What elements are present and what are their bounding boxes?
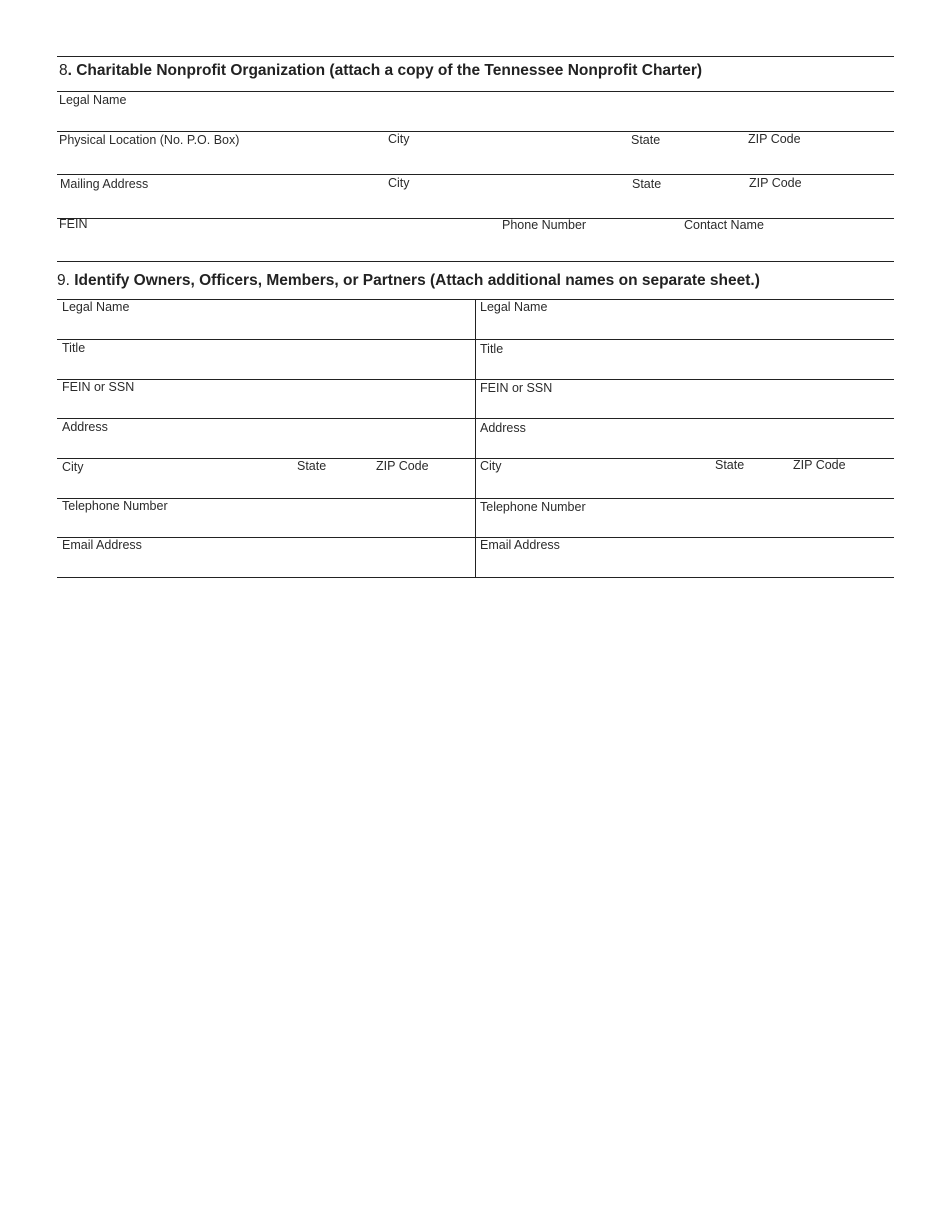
section8-bottom-rule [57,261,894,262]
section9-title [57,272,760,290]
right-legal-name-label: Legal Name [480,300,548,314]
section8-number: 8 [59,62,68,79]
right-city-field[interactable] [477,459,714,498]
section8-title-text: . Charitable Nonprofit Organization (attach a copy of the Tennessee Nonprofit Charter) [67,62,703,79]
column-divider [475,299,476,577]
section9-number: 9. [57,272,70,289]
right-fein-ssn-label: FEIN or SSN [480,381,553,395]
org-contact-label: Contact Name [684,218,764,232]
left-state-label: State [297,459,327,473]
right-telephone-label: Telephone Number [480,500,586,514]
left-title-label: Title [62,341,86,355]
org-mailing-city-label: City [388,176,410,190]
org-mailing-address-label: Mailing Address [60,177,149,191]
section9-bottom-rule [57,577,894,578]
org-physical-zip-label: ZIP Code [748,132,801,146]
section8-title [59,62,702,80]
org-physical-state-label: State [631,133,661,147]
left-city-label: City [62,460,84,474]
left-email-label: Email Address [62,538,142,552]
right-address-field[interactable] [477,419,894,458]
org-fein-field[interactable] [57,219,500,261]
left-legal-name-label: Legal Name [62,300,130,314]
section8-top-rule [57,56,894,57]
left-telephone-label: Telephone Number [62,499,168,513]
org-mailing-city-field[interactable] [387,175,630,217]
section9-title-text: Identify Owners, Officers, Members, or Partners (Attach additional names on separate sheet.) [69,272,760,289]
left-address-field[interactable] [57,419,475,458]
right-city-label: City [480,459,502,473]
left-fein-ssn-label: FEIN or SSN [62,380,135,394]
right-email-label: Email Address [480,538,560,552]
org-physical-location-label: Physical Location (No. P.O. Box) [59,133,240,147]
left-address-label: Address [62,420,108,434]
right-address-label: Address [480,421,526,435]
org-mailing-zip-label: ZIP Code [749,176,802,190]
org-legal-name-field[interactable] [57,92,894,132]
org-legal-name-label: Legal Name [59,93,127,107]
right-state-label: State [715,458,745,472]
org-phone-label: Phone Number [502,218,587,232]
left-zip-label: ZIP Code [376,459,429,473]
left-city-field[interactable] [57,459,296,498]
org-mailing-state-label: State [632,177,662,191]
right-title-field[interactable] [477,340,894,379]
org-fein-label: FEIN [59,217,88,231]
org-physical-city-label: City [388,132,410,146]
org-physical-city-field[interactable] [387,132,630,174]
right-zip-label: ZIP Code [793,458,846,472]
right-title-label: Title [480,342,504,356]
left-title-field[interactable] [57,340,475,379]
